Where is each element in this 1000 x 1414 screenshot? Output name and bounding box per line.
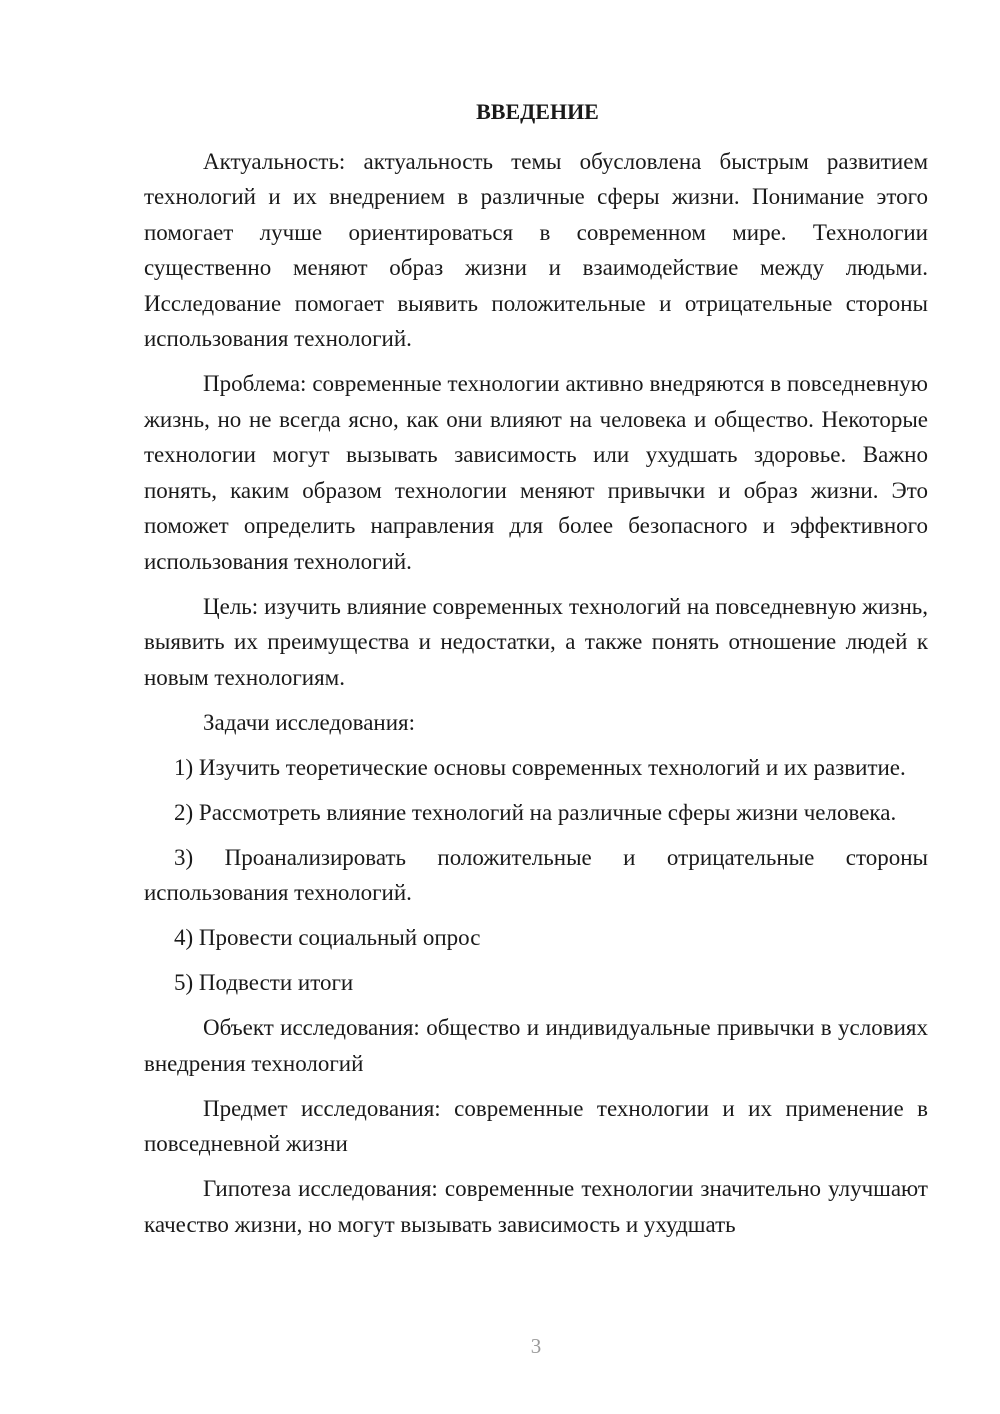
- subject-paragraph: Предмет исследования: современные технологии и их применение в повседневной жизни: [144, 1095, 928, 1156]
- goal-paragraph: Цель: изучить влияние современных технологий на повседневную жизнь, выявить их преимущества и недостатки, а также понять отношение людей к новым технологиям.: [144, 593, 928, 690]
- object-paragraph: Объект исследования: общество и индивидуальные привычки в условиях внедрения технологий: [144, 1015, 928, 1076]
- task-item-1: 1) Изучить теоретические основы современных технологий и их развитие.: [174, 754, 906, 780]
- problem-paragraph: Проблема: современные технологии активно внедряются в повседневную жизнь, но не всегда ясно, как они влияют на человека и общество. Некоторые технологии могут вызывать зависимость или ухудшать здоровье. Важно понять, каким образом технологии меняют привычки и образ жизни. Это поможет определить направления для более безопасного и эффективного использования технологий.: [144, 371, 928, 574]
- section-heading: ВВЕДЕНИЕ: [476, 99, 599, 124]
- task-item-5: 5) Подвести итоги: [174, 970, 354, 995]
- tasks-heading: Задачи исследования:: [203, 709, 416, 735]
- relevance-paragraph: Актуальность: актуальность темы обусловлена быстрым развитием технологий и их внедрением в различные сферы жизни. Понимание этого помогает лучше ориентироваться в современном мире. Технологии существенно меняют образ жизни и взаимодействие между людьми. Исследование помогает выявить положительные и отрицательные стороны использования технологий.: [144, 148, 928, 351]
- task-item-4: 4) Провести социальный опрос: [174, 925, 481, 950]
- page-number: 3: [530, 1334, 542, 1358]
- task-item-3: 3) Проанализировать положительные и отрицательные стороны использования технологий.: [144, 844, 928, 905]
- task-item-2: 2) Рассмотреть влияние технологий на различные сферы жизни человека.: [174, 799, 897, 825]
- page-content: [144, 94, 928, 1252]
- hypothesis-paragraph: Гипотеза исследования: современные технологии значительно улучшают качество жизни, но могут вызывать зависимость и ухудшать: [144, 1176, 928, 1237]
